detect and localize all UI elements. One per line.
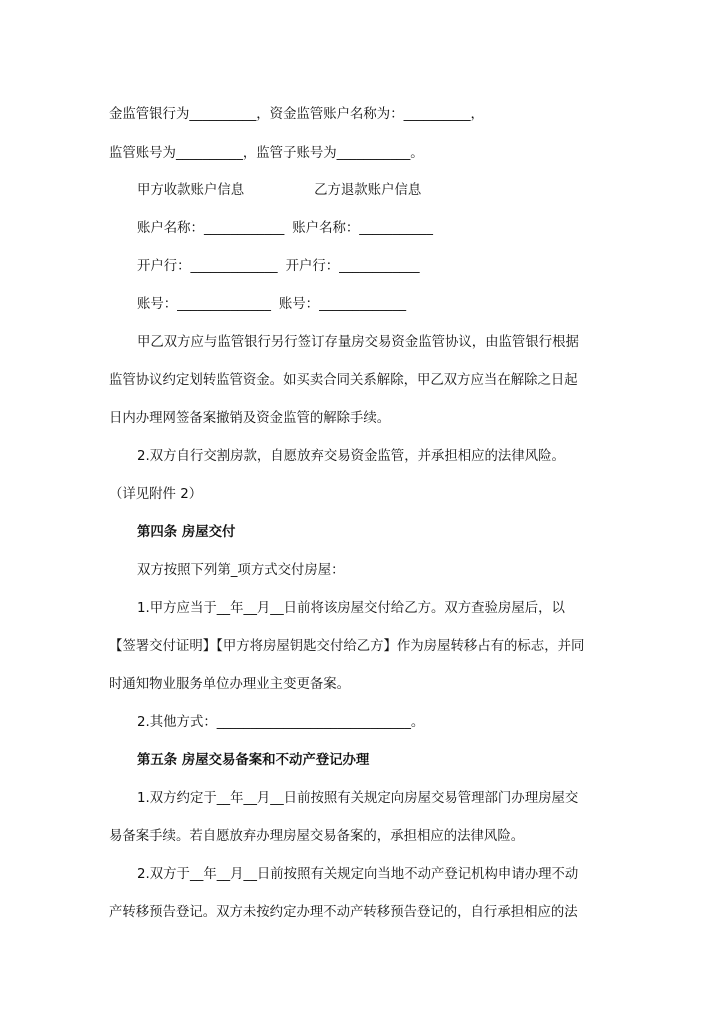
account-number-row <box>137 295 619 315</box>
bank-row <box>137 257 619 277</box>
party-a-account-number: 账号：______________ <box>137 297 271 312</box>
party-b-account-heading: 乙方退款账户信息 <box>314 183 422 198</box>
text-line: 监管协议约定划转监管资金。如买卖合同关系解除，甲乙双方应当在解除之日起 <box>109 373 578 388</box>
text-line: 时通知物业服务单位办理业主变更备案。 <box>109 677 351 692</box>
text-line: 1.双方约定于__年__月__日前按照有关规定向房屋交易管理部门办理房屋交 <box>137 791 579 806</box>
party-b-account-name: 账户名称：___________ <box>292 221 433 236</box>
text-line: 2.双方自行交割房款，自愿放弃交易资金监管，并承担相应的法律风险。 <box>137 449 565 464</box>
text-line: 产转移预告登记。双方未按约定办理不动产转移预告登记的，自行承担相应的法 <box>109 905 578 920</box>
section-heading: 第四条 房屋交付 <box>137 525 236 540</box>
text-line: 2.双方于__年__月__日前按照有关规定向当地不动产登记机构申请办理不动 <box>137 867 579 882</box>
text-line: 双方按照下列第_项方式交付房屋： <box>137 563 345 578</box>
party-b-bank: 开户行：____________ <box>285 259 420 274</box>
text-line: 甲乙双方应与监管银行另行签订存量房交易资金监管协议，由监管银行根据 <box>137 335 579 350</box>
text-line: 金监管银行为__________，资金监管账户名称为：__________， <box>109 107 484 122</box>
account-header-row <box>137 181 619 201</box>
text-line: 易备案手续。若自愿放弃办理房屋交易备案的，承担相应的法律风险。 <box>109 829 525 844</box>
text-line: 【签署交付证明】【甲方将房屋钥匙交付给乙方】作为房屋转移占有的标志，并同 <box>109 639 585 654</box>
party-a-account-heading: 甲方收款账户信息 <box>137 183 245 198</box>
text-line: 2.其他方式：_____________________________。 <box>137 715 425 730</box>
text-line: 监管账号为__________，监管子账号为___________。 <box>109 146 424 161</box>
party-a-account-name: 账户名称：____________ <box>137 221 285 236</box>
text-line: 日内办理网签备案撤销及资金监管的解除手续。 <box>109 411 391 426</box>
party-a-bank: 开户行：_____________ <box>137 259 278 274</box>
section-heading: 第五条 房屋交易备案和不动产登记办理 <box>137 753 370 768</box>
account-name-row <box>137 219 619 239</box>
text-line: （详见附件 2） <box>109 487 203 502</box>
text-line: 1.甲方应当于__年__月__日前将该房屋交付给乙方。双方查验房屋后，以 <box>137 601 565 616</box>
party-b-account-number: 账号：_____________ <box>278 297 407 312</box>
